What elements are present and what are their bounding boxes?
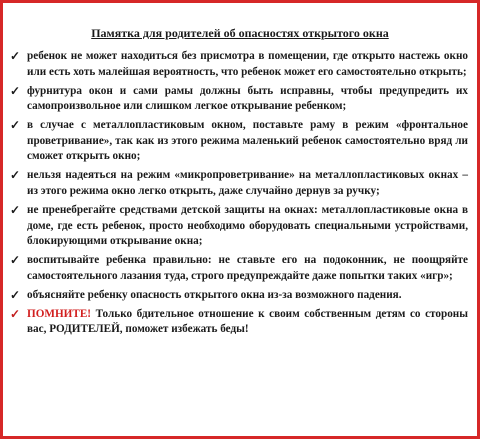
- list-item: [8, 84, 468, 115]
- border-left: [0, 0, 3, 439]
- check-icon: ✓: [10, 168, 21, 183]
- final-warning: [8, 307, 468, 338]
- list-item-text: объясняйте ребенку опасность открытого окна из-за возможного падения.: [27, 288, 402, 301]
- list-item-text: фурнитура окон и сами рамы должны быть исправны, чтобы предупредить их самопроизвольное или слишком легкое открывание ребенком;: [27, 84, 468, 113]
- list-item-text: ребенок не может находиться без присмотра в помещении, где открыто настежь окно или есть хоть малейшая вероятность, что ребенок может его самостоятельно открыть;: [27, 50, 468, 78]
- list-item: [8, 288, 468, 304]
- page-title: [0, 26, 480, 41]
- list-item-text: в случае с металлопластиковым окном, поставьте раму в режим «фронтальное проветривание», так как из этого режима маленький ребенок самостоятельно вряд ли сможет открыть окно;: [27, 119, 468, 163]
- list-item-text: нельзя надеяться на режим «микропроветривание» на металлопластиковых окнах – из этого режима окно легко открыть, даже случайно дернув за ручку;: [27, 169, 468, 197]
- list-item: [8, 168, 468, 199]
- list-item: [8, 203, 468, 250]
- check-icon: ✓: [10, 287, 21, 302]
- check-icon: ✓: [10, 83, 21, 98]
- check-icon: ✓: [10, 253, 21, 268]
- final-warning-text: Только бдительное отношение к своим собственным детям со стороны вас, РОДИТЕЛЕЙ, поможет избежать беды!: [27, 307, 468, 336]
- page-title-text: Памятка для родителей об опасностях открытого окна: [91, 26, 389, 40]
- check-icon: ✓: [10, 202, 21, 217]
- list-item-text: воспитывайте ребенка правильно: не ставьте его на подоконник, не поощряйте самостоятельного лазания туда, строго предупреждайте даже попытки таких «игр»;: [27, 254, 468, 282]
- list-item-text: не пренебрегайте средствами детской защиты на окнах: металлопластиковые окна в доме, где есть ребенок, просто необходимо оборудовать специальными устройствами, блокирующими открывание окна;: [27, 203, 468, 248]
- list-item: [8, 253, 468, 284]
- check-icon: ✓: [10, 49, 21, 63]
- safety-list: [8, 49, 468, 341]
- check-icon: ✓: [10, 306, 21, 321]
- check-icon: ✓: [10, 118, 21, 133]
- list-item: [8, 49, 468, 80]
- remember-emphasis: ПОМНИТЕ!: [27, 307, 92, 320]
- list-item: [8, 118, 468, 165]
- border-top: [0, 0, 480, 3]
